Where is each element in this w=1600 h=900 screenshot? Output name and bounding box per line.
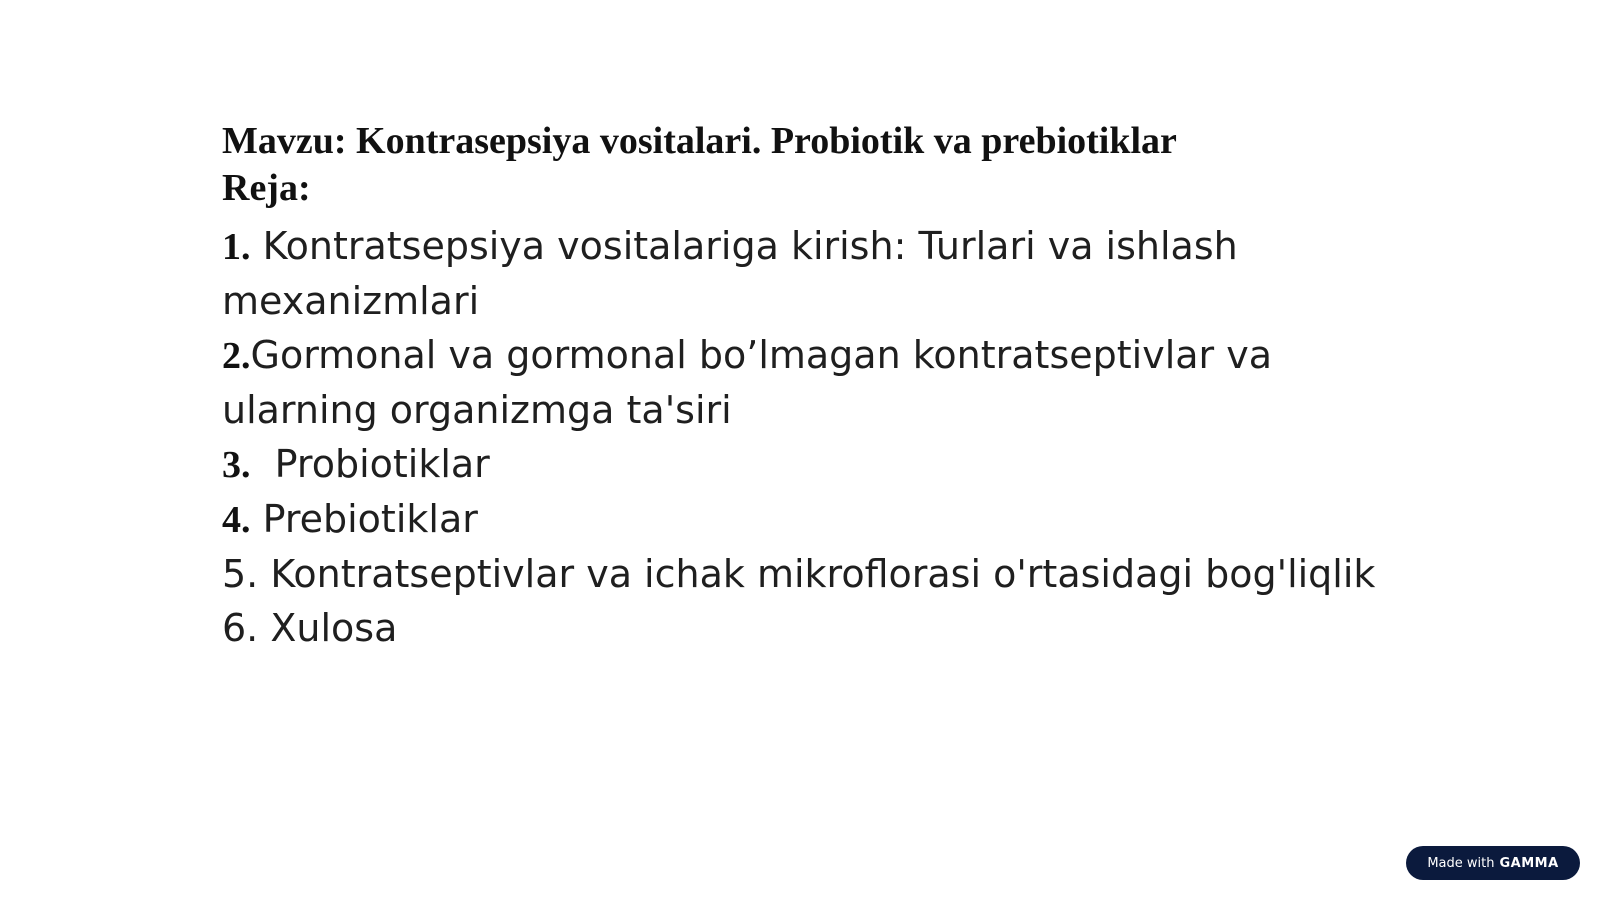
plan-item-number: 5. bbox=[222, 552, 259, 596]
gamma-logo-text: GAMMA bbox=[1499, 855, 1559, 871]
plan-item-number: 1. bbox=[222, 226, 251, 268]
plan-list bbox=[222, 219, 1422, 655]
made-with-gamma-badge[interactable] bbox=[1406, 846, 1580, 880]
plan-item-number: 2. bbox=[222, 335, 251, 377]
plan-item-2 bbox=[222, 328, 1422, 437]
plan-item-6 bbox=[222, 601, 1422, 655]
plan-item-text: Kontratsepsiya vositalariga kirish: Turlari va ishlash mexanizmlari bbox=[222, 224, 1238, 323]
plan-item-text: Kontratseptivlar va ichak mikroflorasi o'rtasidagi bog'liqlik bbox=[258, 552, 1376, 596]
plan-item-5 bbox=[222, 547, 1422, 601]
plan-item-text: Xulosa bbox=[258, 606, 398, 650]
plan-item-number: 6. bbox=[222, 606, 259, 650]
plan-item-number: 3. bbox=[222, 444, 251, 486]
plan-item-text: Probiotiklar bbox=[250, 442, 490, 486]
plan-item-text: Prebiotiklar bbox=[250, 497, 478, 541]
badge-prefix: Made with bbox=[1427, 855, 1495, 871]
plan-item-text: Gormonal va gormonal bo’lmagan kontratseptivlar va ularning organizmga ta'siri bbox=[222, 333, 1273, 432]
slide-title: Mavzu: Kontrasepsiya vositalari. Probiotik va prebiotiklar bbox=[222, 120, 1177, 162]
plan-item-3 bbox=[222, 437, 1422, 492]
plan-item-1 bbox=[222, 219, 1422, 328]
plan-item-4 bbox=[222, 492, 1422, 547]
plan-item-number: 4. bbox=[222, 499, 251, 541]
slide-content bbox=[222, 118, 1422, 655]
plan-heading: Reja: bbox=[222, 167, 311, 209]
